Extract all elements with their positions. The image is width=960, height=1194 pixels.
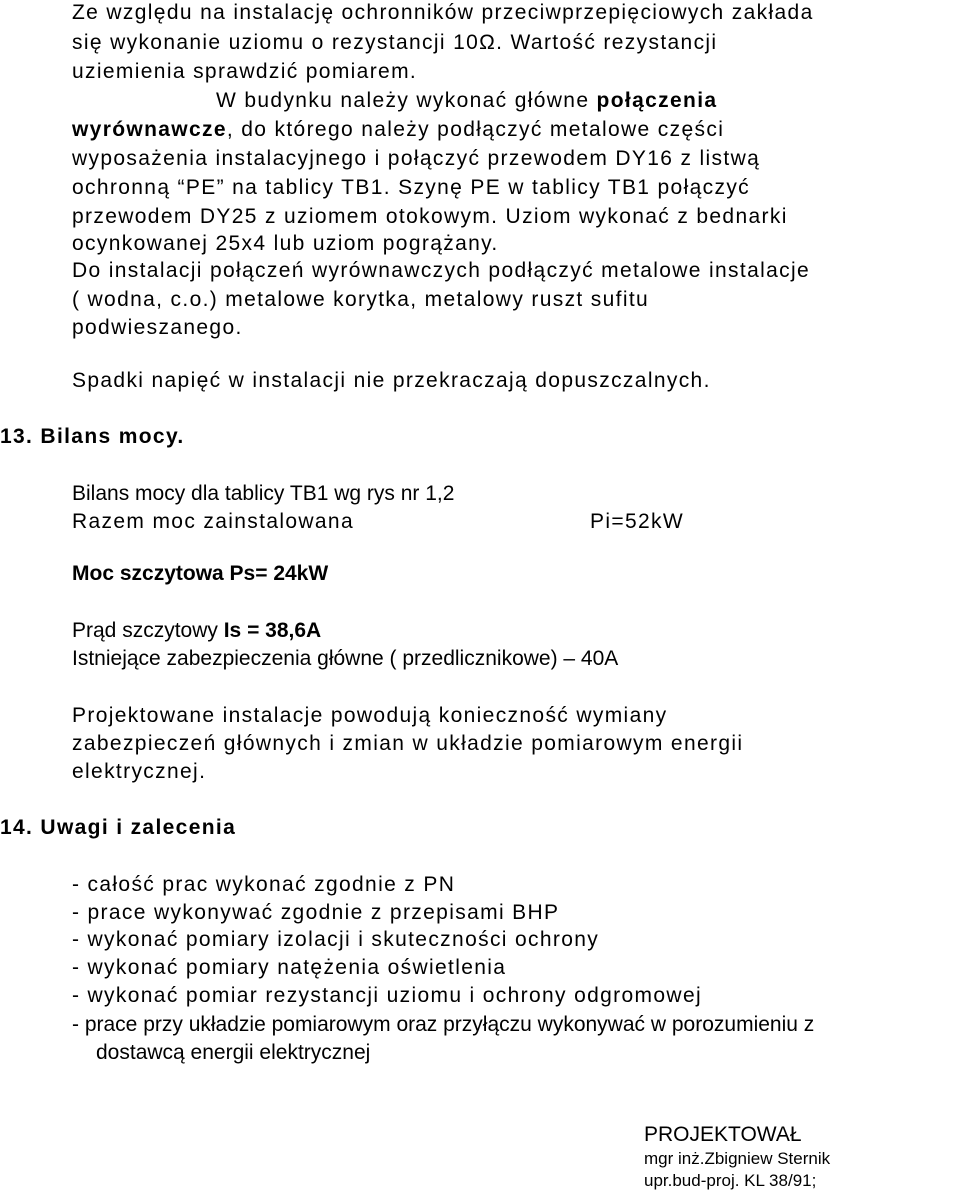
list-item: - wykonać pomiary natężenia oświetlenia: [72, 956, 507, 979]
section-13-heading: 13. Bilans mocy.: [0, 425, 185, 448]
bonding-line-1: [216, 88, 717, 114]
list-item: - wykonać pomiar rezystancji uziomu i ochrony odgromowej: [72, 984, 702, 1007]
bonding-line-5: przewodem DY25 z uziomem otokowym. Uziom wykonać z bednarki: [72, 205, 788, 228]
peak-current-label: Prąd szczytowy: [72, 619, 224, 642]
bonding-text-2: , do którego należy podłączyć metalowe części: [226, 118, 725, 141]
bonding-line-9: podwieszanego.: [72, 316, 243, 339]
bonding-line-2: [72, 117, 724, 143]
bilans-line: Bilans mocy dla tablicy TB1 wg rys nr 1,2: [72, 482, 455, 505]
list-item-continuation: dostawcą energii elektrycznej: [96, 1041, 371, 1064]
projected-line-3: elektrycznej.: [72, 760, 207, 783]
list-item: - prace przy układzie pomiarowym oraz przyłączu wykonywać w porozumieniu z: [72, 1013, 815, 1036]
peak-current: [72, 618, 321, 644]
intro-line-2: się wykonanie uziomu o rezystancji 10Ω. Wartość rezystancji: [72, 31, 718, 54]
bonding-text: W budynku należy wykonać główne: [216, 89, 597, 112]
razem-label: Razem moc zainstalowana: [72, 510, 354, 533]
list-item: - prace wykonywać zgodnie z przepisami BHP: [72, 901, 560, 924]
bonding-line-6: ocynkowanej 25x4 lub uziom pogrążany.: [72, 232, 499, 255]
intro-line-1: Ze względu na instalację ochronników przeciwprzepięciowych zakłada: [72, 1, 814, 24]
list-item: - wykonać pomiary izolacji i skuteczności ochrony: [72, 928, 600, 951]
existing-protection: Istniejące zabezpieczenia główne ( przedlicznikowe) – 40A: [72, 647, 619, 670]
bonding-line-4: ochronną “PE” na tablicy TB1. Szynę PE w tablicy TB1 połączyć: [72, 176, 751, 199]
section-14-heading: 14. Uwagi i zalecenia: [0, 816, 237, 839]
projected-line-2: zabezpieczeń głównych i zmian w układzie pomiarowym energii: [72, 732, 744, 755]
bonding-line-3: wyposażenia instalacyjnego i połączyć przewodem DY16 z listwą: [72, 147, 761, 170]
signature-license: upr.bud-proj. KL 38/91;: [644, 1171, 817, 1190]
bonding-bold-term-2: wyrównawcze: [72, 118, 227, 141]
razem-value: Pi=52kW: [590, 510, 685, 533]
intro-line-3: uziemienia sprawdzić pomiarem.: [72, 60, 418, 83]
bonding-line-8: ( wodna, c.o.) metalowe korytka, metalowy ruszt sufitu: [72, 288, 650, 311]
list-item: - całość prac wykonać zgodnie z PN: [72, 873, 456, 896]
voltage-drop-line: Spadki napięć w instalacji nie przekraczają dopuszczalnych.: [72, 369, 711, 392]
projected-line-1: Projektowane instalacje powodują konieczność wymiany: [72, 704, 668, 727]
signature-name: mgr inż.Zbigniew Sternik: [644, 1149, 831, 1168]
peak-current-value: Is = 38,6A: [223, 619, 322, 642]
peak-power: Moc szczytowa Ps= 24kW: [72, 562, 329, 585]
bonding-bold-term: połączenia: [596, 89, 718, 112]
signature-title: PROJEKTOWAŁ: [644, 1123, 802, 1146]
bonding-line-7: Do instalacji połączeń wyrównawczych podłączyć metalowe instalacje: [72, 259, 811, 282]
